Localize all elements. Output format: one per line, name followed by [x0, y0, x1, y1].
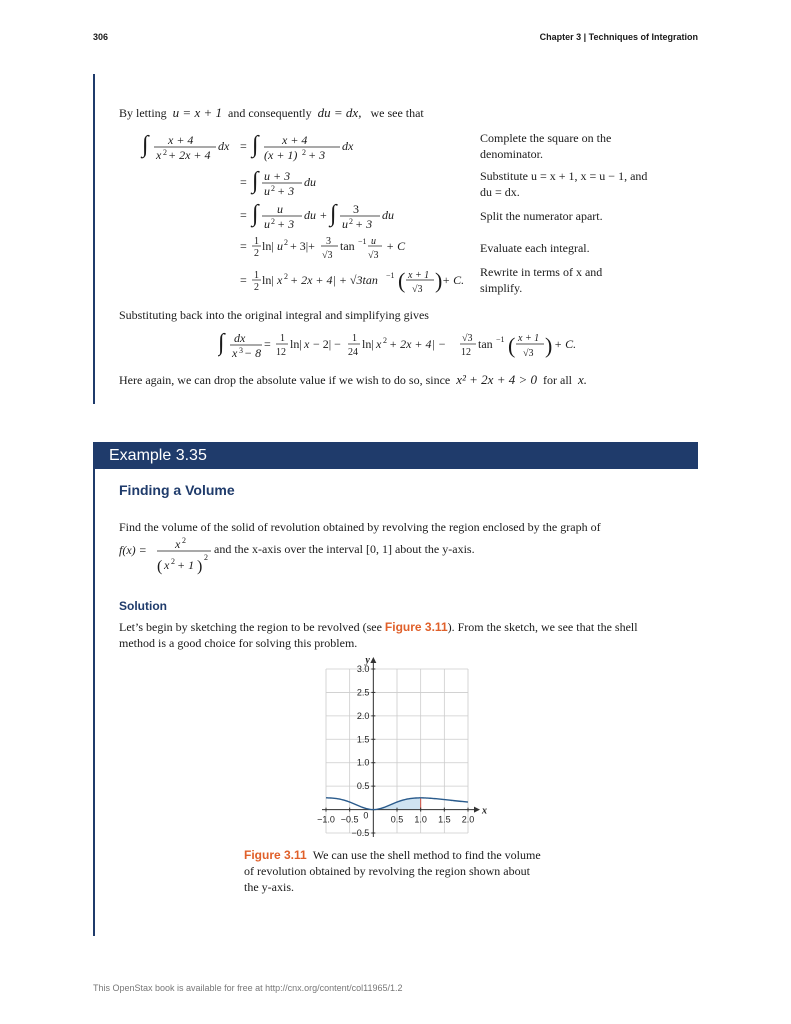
svg-text:1: 1 [254, 236, 259, 247]
x-axis-label: x [482, 805, 487, 817]
svg-text:24: 24 [348, 347, 358, 358]
svg-text:du: du [304, 175, 316, 189]
svg-text:+ 3: + 3 [277, 217, 295, 231]
svg-text:x: x [175, 537, 181, 551]
x-tick-label: −0.5 [340, 814, 359, 825]
svg-text:+ 2x + 4: + 2x + 4 [168, 148, 211, 162]
origin-label: 0 [363, 810, 369, 821]
svg-text:dx: dx [234, 331, 246, 345]
svg-text:=: = [240, 273, 247, 287]
svg-text:1: 1 [280, 333, 285, 344]
svg-text:): ) [545, 333, 553, 358]
svg-text:2: 2 [383, 336, 387, 345]
svg-text:∫: ∫ [330, 201, 337, 227]
svg-text:2: 2 [284, 238, 288, 247]
svg-text:+: + [320, 208, 327, 222]
footer-text: This OpenStax book is available for free at http://cnx.org/content/col11965/1.2 [93, 983, 403, 993]
svg-text:(: ( [398, 268, 406, 293]
svg-text:x: x [164, 558, 170, 572]
figure-3-11-chart [308, 653, 490, 845]
svg-text:): ) [435, 268, 443, 293]
svg-text:− 8: − 8 [244, 346, 262, 360]
here-again-line: Here again, we can drop the absolute value if we wish to do so, since x² + 2x + 4 > 0 for all x. [119, 372, 588, 387]
svg-text:=: = [240, 208, 247, 222]
svg-text:x + 1: x + 1 [518, 333, 540, 344]
step-note-2: Substitute u = x + 1, x = u − 1, and du = dx. [480, 169, 648, 199]
solution-label: Solution [119, 599, 167, 613]
svg-text:− 2| −: − 2| − [313, 337, 341, 351]
y-tick-label: 2.5 [356, 687, 370, 698]
function-definition [119, 533, 219, 581]
svg-text:ln|: ln| [262, 239, 274, 253]
svg-text:−1: −1 [358, 237, 367, 246]
svg-text:x: x [156, 148, 162, 162]
svg-text:12: 12 [276, 347, 286, 358]
svg-text:+ 2x + 4| −: + 2x + 4| − [389, 337, 446, 351]
svg-text:+ 1: + 1 [177, 558, 195, 572]
solution-line-2: method is a good choice for solving this problem. [119, 636, 358, 650]
step-note-4: Evaluate each integral. [480, 241, 590, 255]
solution-line-1: Let’s begin by sketching the region to be revolved (see Figure 3.11). From the sketch, we see that the shell [119, 620, 638, 634]
svg-text:∫: ∫ [252, 132, 259, 158]
svg-text:x: x [232, 346, 238, 360]
svg-text:u: u [371, 236, 376, 247]
example-title: Finding a Volume [119, 482, 235, 498]
svg-text:1: 1 [254, 270, 259, 281]
step-note-1: Complete the square on the denominator. [480, 131, 612, 161]
svg-text:∫: ∫ [142, 132, 149, 158]
svg-text:−1: −1 [496, 335, 505, 344]
svg-text:3: 3 [326, 236, 331, 247]
svg-text:2: 2 [254, 248, 259, 259]
step-note-5: Rewrite in terms of x and simplify. [480, 265, 603, 295]
svg-text:2: 2 [171, 557, 175, 566]
svg-text:(x + 1): (x + 1) [264, 148, 298, 162]
svg-text:√3: √3 [462, 333, 473, 344]
svg-text:+ C.: + C. [442, 273, 465, 287]
svg-text:2: 2 [163, 148, 167, 157]
intro-line: By letting u = x + 1 and consequently du = dx, we see that [119, 105, 424, 120]
svg-text:x + 1: x + 1 [408, 270, 430, 281]
svg-text:+ C: + C [386, 239, 406, 253]
x-tick-label: −1.0 [317, 814, 335, 825]
substituting-text: Substituting back into the original integral and simplifying gives [119, 308, 429, 322]
svg-text:+ 3|+: + 3|+ [290, 239, 315, 253]
svg-text:2: 2 [271, 184, 275, 193]
svg-text:u: u [277, 202, 283, 216]
final-equation [218, 326, 598, 364]
svg-text:2: 2 [349, 217, 353, 226]
y-tick-label: 0.5 [356, 781, 370, 792]
y-tick-label: 1.0 [356, 757, 370, 768]
svg-text:12: 12 [461, 347, 471, 358]
svg-text:2: 2 [254, 282, 259, 293]
svg-text:√3: √3 [322, 250, 333, 261]
svg-text:∫: ∫ [218, 330, 225, 356]
svg-text:3: 3 [239, 346, 243, 355]
left-rule-top [93, 74, 95, 404]
svg-text:x: x [304, 337, 310, 351]
svg-text:+ 3: + 3 [277, 184, 295, 198]
problem-line-2: and the x-axis over the interval [0, 1] about the y-axis. [214, 542, 475, 556]
svg-text:+ 3: + 3 [308, 148, 326, 162]
svg-text:u: u [264, 184, 270, 198]
svg-text:1: 1 [352, 333, 357, 344]
svg-text:x: x [277, 273, 283, 287]
svg-text:∫: ∫ [252, 168, 259, 194]
x-tick-label: 2.0 [461, 814, 475, 825]
y-tick-label: 2.0 [356, 710, 370, 721]
svg-text:): ) [197, 558, 203, 575]
y-axis-arrow [370, 657, 376, 663]
y-tick-label: 1.5 [356, 734, 370, 745]
svg-text:∫: ∫ [252, 201, 259, 227]
svg-text:√3: √3 [523, 348, 534, 359]
svg-text:+ C.: + C. [554, 337, 577, 351]
svg-text:u: u [277, 239, 283, 253]
svg-text:(: ( [508, 333, 516, 358]
x-tick-label: 1.0 [414, 814, 427, 825]
derivation-equations [140, 128, 470, 300]
svg-text:=: = [240, 239, 247, 253]
y-tick-label: −0.5 [351, 828, 370, 838]
svg-text:dx: dx [342, 139, 354, 153]
svg-text:ln|: ln| [262, 273, 274, 287]
svg-text:√3: √3 [412, 284, 423, 295]
svg-text:√3: √3 [368, 250, 379, 261]
svg-text:u + 3: u + 3 [264, 169, 291, 183]
svg-text:dx: dx [218, 139, 230, 153]
figure-link[interactable]: Figure 3.11 [384, 620, 448, 634]
step-note-3: Split the numerator apart. [480, 209, 603, 223]
svg-text:2: 2 [302, 148, 306, 157]
svg-text:−1: −1 [386, 271, 395, 280]
y-tick-label: 3.0 [356, 664, 370, 674]
example-banner: Example 3.35 [93, 442, 698, 469]
svg-text:u: u [264, 217, 270, 231]
svg-text:ln|: ln| [290, 337, 302, 351]
figure-label: Figure 3.11 [244, 848, 307, 862]
svg-text:(: ( [157, 558, 163, 575]
svg-text:2: 2 [271, 217, 275, 226]
svg-text:3: 3 [353, 202, 359, 216]
svg-text:=: = [240, 139, 247, 153]
svg-text:f(x) =: f(x) = [119, 543, 147, 557]
svg-text:du: du [382, 208, 394, 222]
svg-text:ln|: ln| [362, 337, 374, 351]
svg-text:du: du [304, 208, 316, 222]
page-number: 306 [93, 32, 109, 42]
problem-line-1: Find the volume of the solid of revolution obtained by revolving the region enclosed by the graph of [119, 520, 601, 534]
svg-text:u: u [342, 217, 348, 231]
svg-text:x + 4: x + 4 [282, 133, 308, 147]
figure-caption: Figure 3.11 We can use the shell method to find the volume of revolution obtained by revolving the region shown about the y-axis. [244, 848, 541, 894]
svg-text:+ 3: + 3 [355, 217, 373, 231]
svg-text:+ 2x + 4| + √3tan: + 2x + 4| + √3tan [290, 273, 378, 287]
x-tick-label: 1.5 [438, 814, 451, 825]
svg-text:tan: tan [478, 337, 493, 351]
svg-text:x: x [376, 337, 382, 351]
svg-text:2: 2 [204, 553, 208, 562]
x-axis-arrow [474, 807, 480, 813]
x-tick-label: 0.5 [390, 814, 404, 825]
svg-text:2: 2 [284, 272, 288, 281]
svg-text:=: = [264, 337, 271, 351]
svg-text:tan: tan [340, 239, 355, 253]
svg-text:=: = [240, 175, 247, 189]
chapter-title: Chapter 3 | Techniques of Integration [539, 32, 698, 42]
y-axis-label: y [365, 655, 370, 666]
svg-text:x + 4: x + 4 [168, 133, 194, 147]
svg-text:2: 2 [182, 536, 186, 545]
left-rule-bottom [93, 469, 95, 936]
